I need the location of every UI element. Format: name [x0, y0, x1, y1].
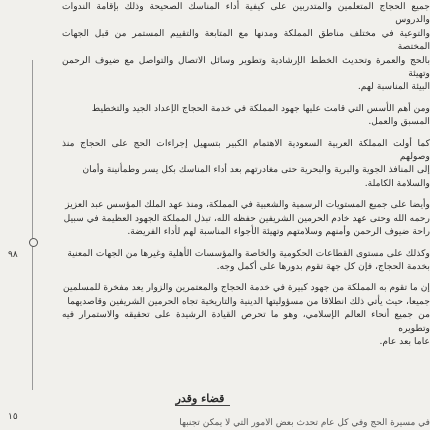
text-line: ومن أهم الأسس التي قامت عليها جهود المملكة في خدمة الحجاج الإعداد الجيد والتخطيط [91, 102, 430, 114]
text-line: رحمه الله وحتى عهد خادم الحرمين الشريفين حفظه الله، تبذل المملكة الجهود العظيمة في سبيل [63, 212, 430, 224]
paragraph-gap [62, 129, 430, 137]
body-text [62, 0, 430, 348]
heading-underline [175, 405, 230, 406]
section-heading: قضاء وقدر [175, 392, 225, 405]
continuation-line: في مسيرة الحج وفي كل عام تحدث بعض الأمور التي لا يمكن تجنبها [179, 418, 430, 428]
text-line: والتوعية في مختلف مناطق المملكة ومدنها مع المتابعة والتقييم المستمر من قبل الجهات المختصة [62, 27, 430, 53]
text-line: المسبق والعمل. [368, 116, 430, 128]
text-line: والسلامة الكاملة. [364, 177, 430, 189]
text-line: من جميع أنحاء العالم الإسلامي، وهو ما تحرص القيادة الرشيدة على تحقيقه والاستمرار فيه وتطويره [62, 309, 430, 334]
margin-number-bottom: ١٥ [8, 412, 18, 422]
paragraph-gap [62, 273, 430, 281]
paragraph-gap [62, 190, 430, 198]
margin-rule [32, 60, 33, 390]
margin-marker [29, 238, 38, 247]
text-line: جميعا، حيث يأتي ذلك انطلاقا من مسؤوليتها الدينية والتاريخية تجاه الحرمين الشريفين وقاصديهما [67, 295, 430, 307]
paragraph-gap [62, 94, 430, 102]
text-line: بخدمة الحجاج، فإن كل جهة تقوم بدورها على أكمل وجه. [216, 260, 430, 272]
text-line: وأيضا على جميع المستويات الرسمية والشعبية في المملكة، ومنذ عهد الملك المؤسس عبد العزيز [65, 199, 430, 211]
paragraph-gap [62, 239, 430, 247]
text-line: بالحج والعمرة وتحديث الخطط الإرشادية وتطوير وسائل الاتصال والتواصل مع ضيوف الرحمن وتهيئة [62, 54, 430, 80]
text-line: إن ما تقوم به المملكة من جهود كبيرة في خدمة الحجاج والمعتمرين والزوار يعد مفخرة للمسلمين [63, 282, 430, 294]
text-line: كما أولت المملكة العربية السعودية الاهتمام الكبير بتسهيل إجراءات الحج على الحجاج منذ وصولهم [62, 137, 430, 163]
text-line: عاما بعد عام. [379, 335, 430, 347]
text-line: وكذلك على مستوى القطاعات الحكومية والخاصة والمؤسسات الأهلية وغيرها من الجهات المعنية [67, 247, 430, 259]
margin-number-top: ٩٨ [8, 250, 18, 260]
text-line: راحة ضيوف الرحمن وأمنهم وسلامتهم وتهيئة الأجواء المناسبة لهم لأداء الفريضة. [127, 226, 430, 238]
text-line: البيئة المناسبة لهم. [357, 81, 430, 93]
text-line: إلى المنافذ الجوية والبرية والبحرية حتى مغادرتهم بعد أداء المناسك بكل يسر وطمأنينة وأمان [82, 164, 430, 176]
text-line: جميع الحجاج المتعلمين والمتدربين على كيفية أداء المناسك الصحيحة وذلك بإقامة الندوات والدروس [62, 1, 430, 26]
